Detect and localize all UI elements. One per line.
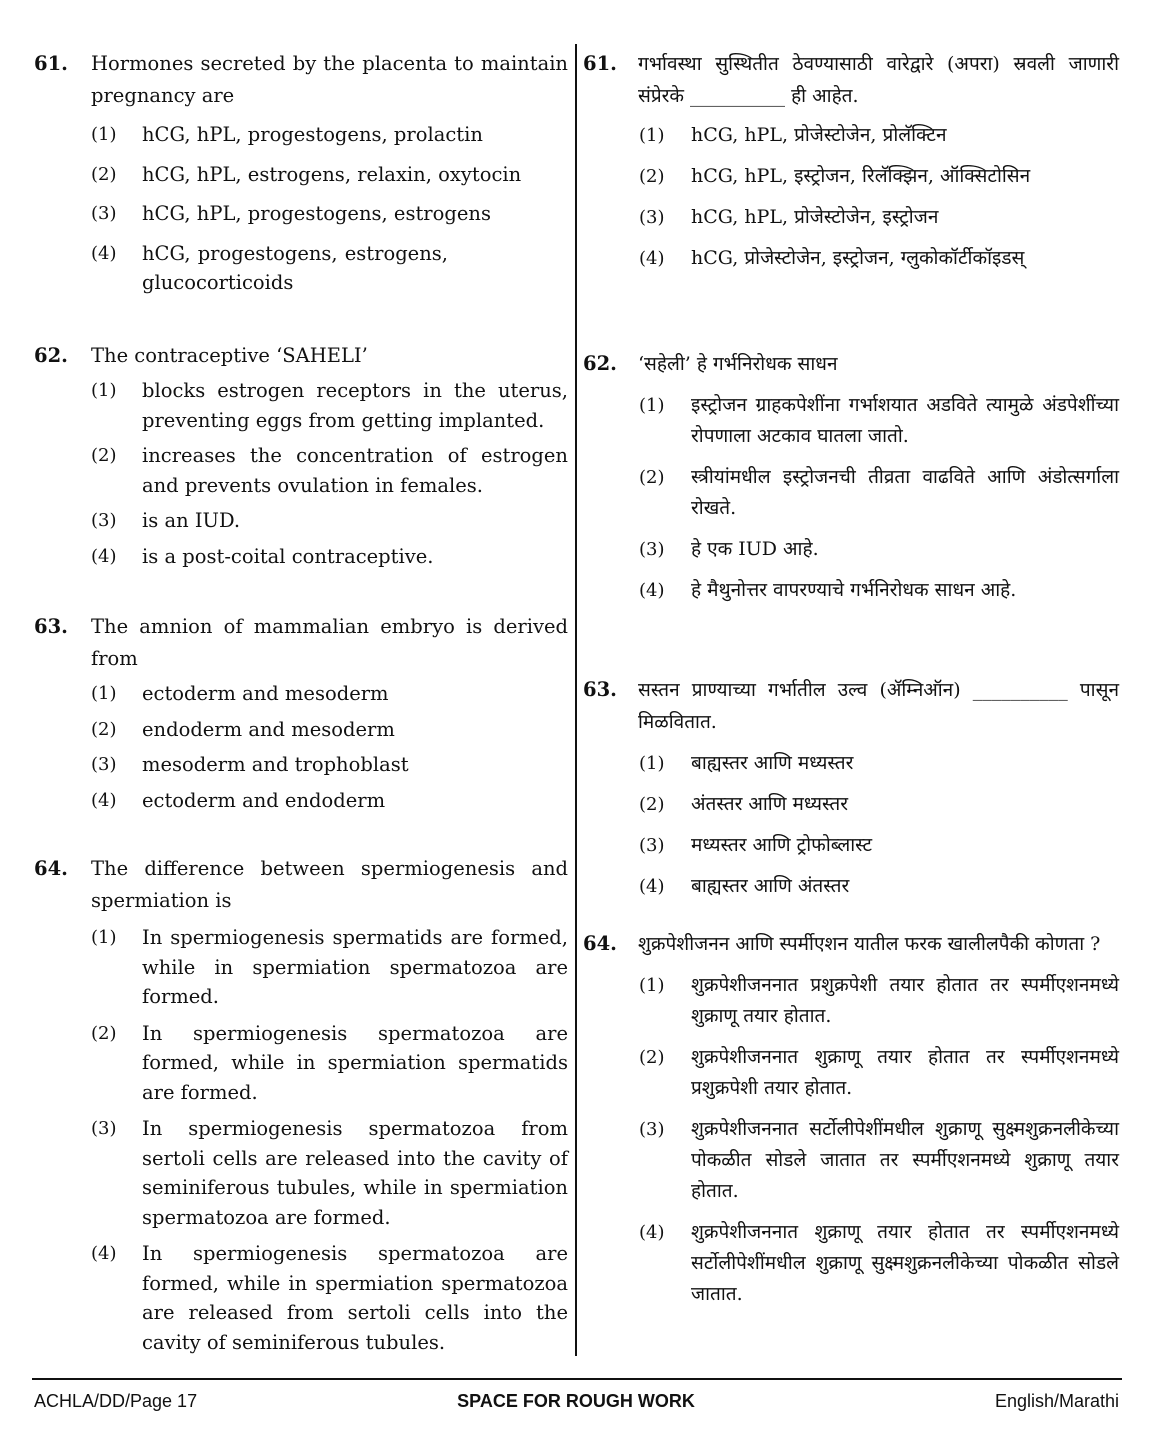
option-3 [639,534,1119,565]
option-text: hCG, progestogens, estrogens, glucocorticoids [142,241,448,294]
option-number: (3) [639,207,665,228]
option-4 [639,871,1119,902]
option-4 [639,575,1119,606]
footer-center: SPACE FOR ROUGH WORK [457,1391,695,1411]
question-62-en [34,340,568,571]
option-number: (1) [639,395,665,416]
option-number: (2) [639,467,665,488]
option-1 [91,679,568,709]
option-number: (3) [639,539,665,560]
option-number: (4) [639,580,665,601]
question-61-en [34,48,568,298]
option-text: endoderm and mesoderm [142,717,395,741]
option-text: is a post-coital contraceptive. [142,544,434,568]
footer-rule [32,1378,1122,1380]
option-2 [91,441,568,500]
question-text: गर्भावस्था सुस्थितीत ठेवण्यासाठी वारेद्वारे (अपरा) स्रवली जाणारी संप्रेरके __________ ही आहेत. [638,53,1119,107]
option-1 [639,120,1119,151]
option-number: (4) [639,248,665,269]
option-text: बाह्यस्तर आणि मध्यस्तर [691,752,854,774]
option-text: hCG, प्रोजेस्टोजेन, इस्ट्रोजन, ग्लुकोकॉर्टीकॉइडस् [691,247,1025,269]
option-text: In spermiogenesis spermatozoa are formed, while in spermiation spermatozoa are released from sertoli cells into the cavity of seminiferous tubules. [142,1242,568,1354]
option-1 [91,120,568,150]
option-text: hCG, hPL, progestogens, estrogens [142,202,491,225]
option-text: hCG, hPL, estrogens, relaxin, oxytocin [142,162,522,186]
option-text: mesoderm and trophoblast [142,753,409,776]
option-3 [91,506,568,536]
option-text: बाह्यस्तर आणि अंतस्तर [691,875,850,897]
option-text: शुक्रपेशीजननात प्रशुक्रपेशी तयार होतात तर स्पर्मीएशनमध्ये शुक्राणू तयार होतात. [691,974,1119,1027]
option-text: अंतस्तर आणि मध्यस्तर [691,793,849,815]
option-number: (3) [91,754,117,775]
option-3 [91,750,568,780]
question-text: सस्तन प्राण्याच्या गर्भातील उल्व (ॲम्निऑन) __________ पासून मिळवितात. [638,679,1119,733]
option-number: (1) [91,380,117,401]
option-2 [91,160,568,190]
option-3 [91,199,568,229]
footer-page-label: ACHLA/DD/Page 17 [34,1391,198,1411]
option-1 [91,376,568,435]
option-2 [639,1042,1119,1104]
question-64-en [34,853,568,1357]
option-4 [639,1217,1119,1310]
question-number: 62. [34,344,68,367]
option-number: (2) [639,1047,665,1068]
option-number: (4) [91,789,117,811]
option-number: (4) [91,545,117,567]
option-4 [91,1239,568,1357]
question-text: Hormones secreted by the placenta to maintain pregnancy are [91,52,568,107]
option-number: (2) [91,1022,117,1044]
option-1 [639,748,1119,779]
option-text: शुक्रपेशीजननात सर्टोलीपेशींमधील शुक्राणू सुक्ष्मशुक्रनलीकेच्या पोकळीत सोडले जातात तर स्पर्मीएशनमध्ये शुक्राणू तयार होतात. [691,1118,1119,1202]
option-text: In spermiogenesis spermatozoa are formed, while in spermiation spermatids are formed. [142,1021,568,1104]
option-text: hCG, hPL, प्रोजेस्टोजेन, प्रोलॅक्टिन [691,124,947,146]
option-3 [639,1114,1119,1207]
option-2 [639,789,1119,820]
option-text: स्त्रीयांमधील इस्ट्रोजनची तीव्रता वाढविते आणि अंडोत्सर्गाला रोखते. [691,466,1119,519]
option-text: मध्यस्तर आणि ट्रोफोब्लास्ट [691,834,873,856]
option-1 [91,923,568,1012]
option-text: इस्ट्रोजन ग्राहकपेशींना गर्भाशयात अडविते त्यामुळे अंडपेशींच्या रोपणाला अटकाव घातला जातो. [691,394,1119,447]
option-number: (4) [639,1222,665,1243]
option-number: (3) [639,1119,665,1140]
option-number: (3) [639,835,665,856]
option-number: (1) [91,124,117,145]
option-1 [639,970,1119,1032]
question-number: 61. [34,52,68,75]
option-text: हे एक IUD आहे. [691,538,819,560]
option-text: शुक्रपेशीजननात शुक्राणू तयार होतात तर स्पर्मीएशनमध्ये प्रशुक्रपेशी तयार होतात. [691,1046,1119,1099]
option-2 [639,462,1119,524]
footer-language: English/Marathi [994,1391,1119,1411]
question-number: 64. [583,932,617,955]
option-text: In spermiogenesis spermatozoa from sertoli cells are released into the cavity of seminiferous tubules, while in spermiation spermatozoa are formed. [142,1117,568,1229]
question-number: 63. [583,678,617,701]
option-number: (1) [639,753,665,774]
option-2 [639,161,1119,192]
option-4 [91,786,568,816]
option-2 [91,1019,568,1108]
question-number: 61. [583,52,617,75]
option-text: hCG, hPL, इस्ट्रोजन, रिलॅक्झिन, ऑक्सिटोसिन [691,165,1031,187]
option-text: blocks estrogen receptors in the uterus, preventing eggs from getting implanted. [142,379,568,432]
option-text: In spermiogenesis spermatids are formed, while in spermiation spermatozoa are formed. [142,926,568,1008]
option-4 [91,542,568,572]
question-62-mr [583,348,1119,606]
option-number: (1) [639,125,665,146]
column-divider [575,44,577,1356]
option-number: (1) [91,683,117,704]
question-text: The amnion of mammalian embryo is derived from [91,615,568,670]
question-61-mr [583,48,1119,274]
question-text: शुक्रपेशीजनन आणि स्पर्मीएशन यातील फरक खालीलपैकी कोणता ? [638,933,1101,955]
option-number: (3) [91,1118,117,1139]
option-3 [91,1114,568,1232]
option-number: (2) [91,445,117,466]
option-number: (4) [91,242,117,264]
option-number: (1) [91,927,117,948]
option-1 [639,390,1119,452]
option-3 [639,830,1119,861]
option-number: (2) [639,166,665,187]
question-text: ‘सहेली’ हे गर्भनिरोधक साधन [638,353,838,375]
option-2 [91,715,568,745]
option-4 [91,239,568,298]
option-text: increases the concentration of estrogen and prevents ovulation in females. [142,444,568,497]
option-number: (2) [91,163,117,185]
option-number: (2) [639,794,665,815]
question-64-mr [583,928,1119,1310]
question-63-en [34,611,568,815]
question-number: 64. [34,857,68,880]
question-63-mr [583,674,1119,902]
option-text: ectoderm and endoderm [142,788,386,812]
option-number: (4) [639,876,665,897]
option-text: hCG, hPL, progestogens, prolactin [142,123,483,146]
option-number: (1) [639,975,665,996]
option-4 [639,243,1119,274]
option-number: (2) [91,718,117,740]
option-text: ectoderm and mesoderm [142,682,389,705]
option-text: hCG, hPL, प्रोजेस्टोजेन, इस्ट्रोजन [691,206,939,228]
question-text: The contraceptive ‘SAHELI’ [91,344,368,367]
option-3 [639,202,1119,233]
question-number: 62. [583,352,617,375]
option-number: (3) [91,510,117,531]
option-text: हे मैथुनोत्तर वापरण्याचे गर्भनिरोधक साधन आहे. [691,579,1017,601]
option-number: (4) [91,1243,117,1264]
option-text: is an IUD. [142,509,241,532]
question-number: 63. [34,615,68,638]
option-number: (3) [91,203,117,224]
option-text: शुक्रपेशीजननात शुक्राणू तयार होतात तर स्पर्मीएशनमध्ये सर्टोलीपेशींमधील शुक्राणू सुक्ष्मशुक्रनलीकेच्या पोकळीत सोडले जातात. [691,1221,1119,1305]
question-text: The difference between spermiogenesis and spermiation is [91,857,568,912]
